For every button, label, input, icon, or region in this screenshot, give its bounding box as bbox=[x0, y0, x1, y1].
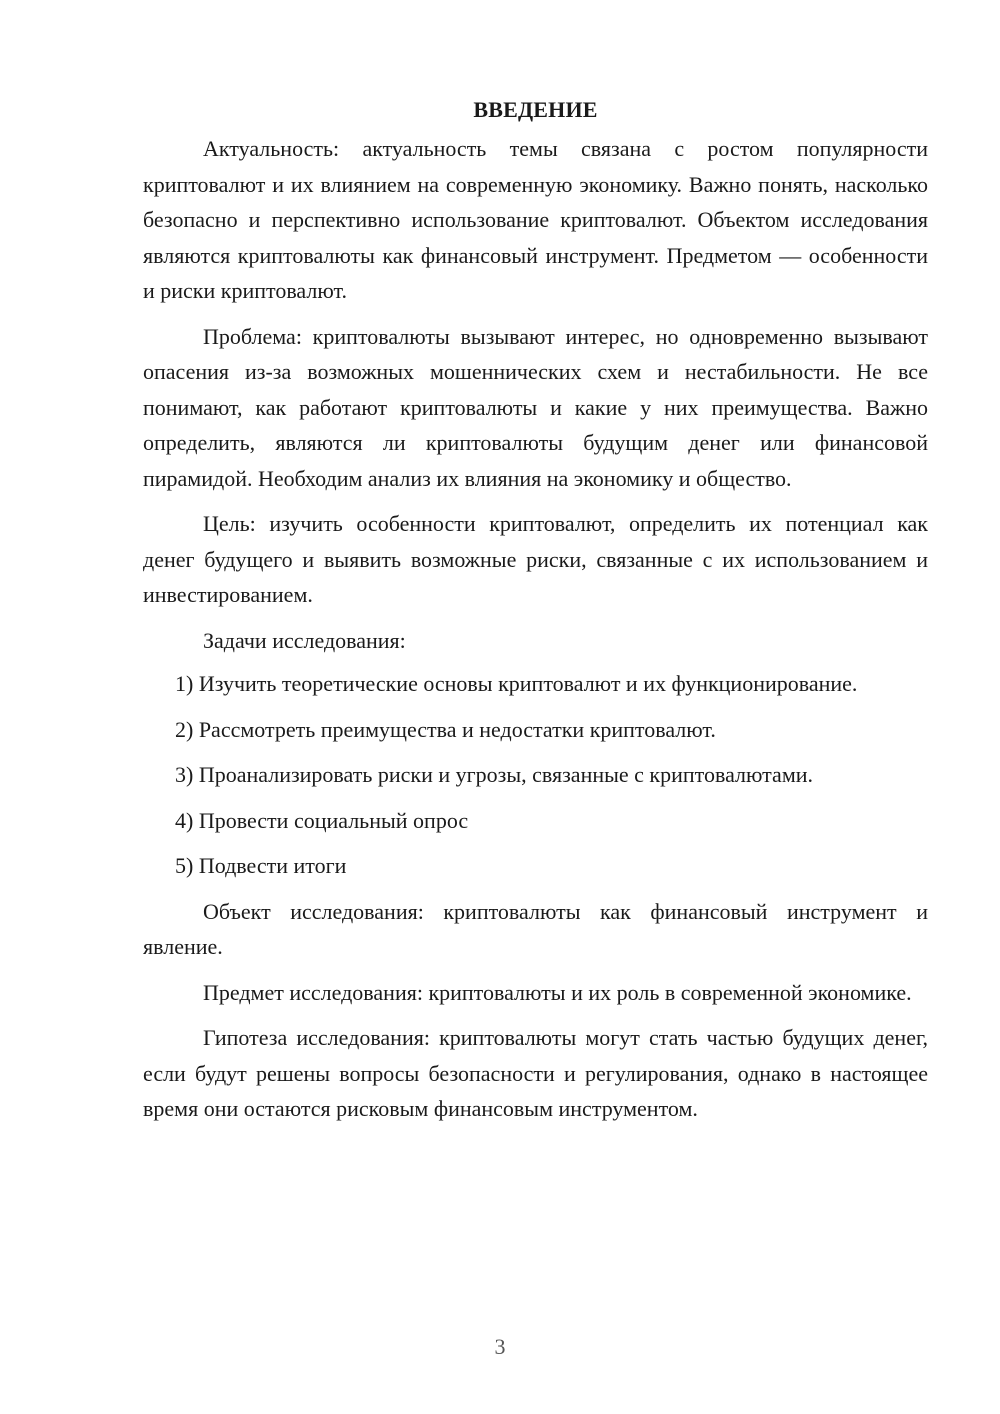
page-title: ВВЕДЕНИЕ bbox=[473, 97, 598, 122]
subject-paragraph: Предмет исследования: криптовалюты и их роль в современной экономике. bbox=[203, 979, 912, 1005]
page-number: 3 bbox=[494, 1334, 506, 1359]
list-item: 2) Рассмотреть преимущества и недостатки криптовалют. bbox=[175, 716, 716, 742]
object-paragraph: Объект исследования: криптовалюты как финансовый инструмент и явление. bbox=[143, 898, 928, 959]
tasks-list bbox=[143, 666, 928, 884]
document-page bbox=[143, 92, 928, 1137]
problem-paragraph: Проблема: криптовалюты вызывают интерес, но одновременно вызывают опасения из-за возможных мошеннических схем и нестабильности. Не все понимают, как работают криптовалюты и какие у них преимущества. Важно определить, являются ли криптовалюты будущим денег или финансовой пирамидой. Необходим анализ их влияния на экономику и общество. bbox=[143, 323, 928, 491]
list-item: 3) Проанализировать риски и угрозы, связанные с криптовалютами. bbox=[175, 762, 814, 787]
hypothesis-paragraph: Гипотеза исследования: криптовалюты могут стать частью будущих денег, если будут решены вопросы безопасности и регулирования, однако в настоящее время они остаются рисковым финансовым инструментом. bbox=[143, 1025, 928, 1121]
list-item: 4) Провести социальный опрос bbox=[175, 807, 469, 833]
list-item: 1) Изучить теоретические основы криптовалют и их функционирование. bbox=[175, 671, 858, 696]
relevance-paragraph: Актуальность: актуальность темы связана с ростом популярности криптовалют и их влиянием на современную экономику. Важно понять, насколько безопасно и перспективно использование криптовалют. Объектом исследования являются криптовалюты как финансовый инструмент. Предметом — особенности и риски криптовалют. bbox=[143, 136, 928, 303]
tasks-heading: Задачи исследования: bbox=[203, 627, 406, 653]
list-item: 5) Подвести итоги bbox=[175, 853, 347, 878]
goal-paragraph: Цель: изучить особенности криптовалют, определить их потенциал как денег будущего и выявить возможные риски, связанные с их использованием и инвестированием. bbox=[143, 511, 928, 607]
